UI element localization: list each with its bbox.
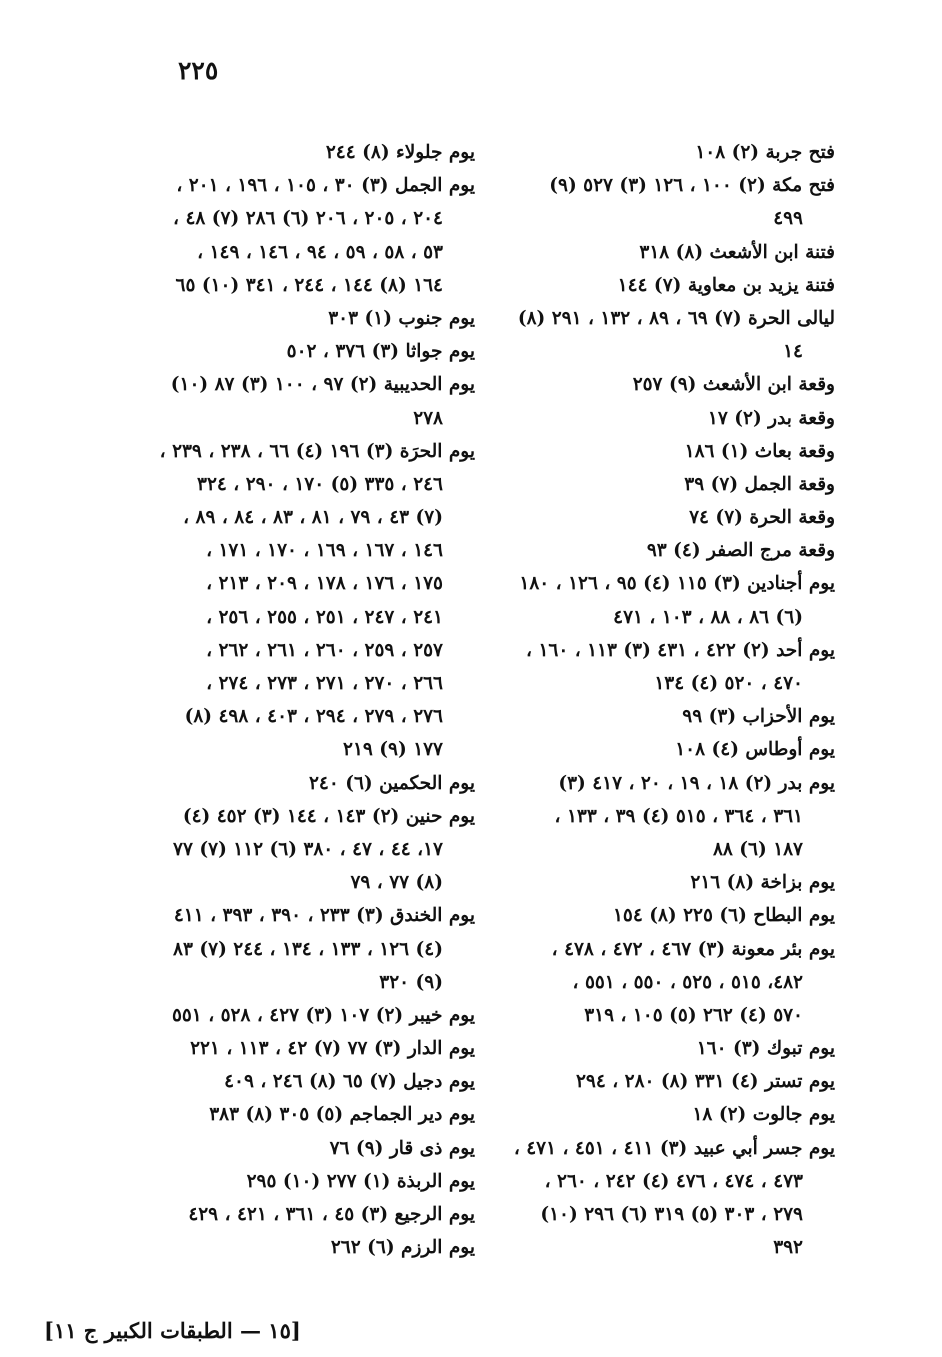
index-entry: يوم الربذة (١) ٢٧٧ (١٠) ٢٩٥ (246, 1170, 475, 1192)
index-entry: يوم تستر (٤) ٣٣١ (٨) ٢٨٠ ، ٢٩٤ (575, 1071, 835, 1093)
index-entry: يوم البطاح (٦) ٢٢٥ (٨) ١٥٤ (612, 905, 835, 927)
index-entry-continuation: ٢٧٦ ، ٢٧٩ ، ٢٩٤ ، ٤٠٣ ، ٤٩٨ (٨) (184, 706, 443, 728)
page-number: ٢٢٥ (178, 56, 219, 85)
index-entry: يوم دير الجماجم (٥) ٣٠٥ (٨) ٣٨٣ (209, 1104, 475, 1126)
index-entry: يوم جالوت (٢) ١٨ (692, 1104, 835, 1126)
index-entry: يوم دجيل (٧) ٦٥ (٨) ٢٤٦ ، ٤٠٩ (224, 1071, 475, 1093)
index-entry: يوم الرزم (٦) ٢٦٢ (330, 1237, 475, 1259)
index-entry: يوم الأحزاب (٣) ٩٩ (682, 706, 835, 728)
index-entry-continuation: ٢٧٩ ، ٣٠٣ (٥) ٣١٩ (٦) ٢٩٦ (١٠) (540, 1204, 803, 1225)
index-entry: وقعة مرج الصفر (٤) ٩٣ (646, 540, 835, 562)
index-entry-continuation: (٩) ٣٢٠ (379, 971, 443, 993)
index-entry-continuation: (٨) ٧٧ ، ٧٩ (350, 872, 443, 894)
index-entry-continuation: ٥٣ ، ٥٨ ، ٥٩ ، ٩٤ ، ١٤٦ ، ١٤٩ ، (197, 241, 443, 263)
index-entry-continuation: ١٧٥ ، ١٧٦ ، ١٧٨ ، ٢٠٩ ، ٢١٣ ، (206, 573, 443, 595)
index-entry: يوم الجمل (٣) ٣٠ ، ١٠٥ ، ١٩٦ ، ٢٠١ ، (176, 175, 475, 197)
index-entry-continuation: ٣٩٢ (773, 1237, 803, 1259)
index-entry: يوم جواثا (٣) ٣٧٦ ، ٥٠٢ (286, 341, 475, 363)
index-entry: يوم خيبر (٢) ١٠٧ (٣) ٤٢٧ ، ٥٢٨ ، ٥٥١ (171, 1004, 475, 1026)
index-entry-continuation: ٢٥٧ ، ٢٥٩ ، ٢٦٠ ، ٢٦١ ، ٢٦٢ ، (206, 639, 443, 661)
index-entry: يوم جلولاء (٨) ٢٤٤ (325, 142, 475, 163)
index-entry-continuation: ١٤٦ ، ١٦٧ ، ١٦٩ ، ١٧٠ ، ١٧١ ، (206, 540, 443, 562)
index-entry: وقعة بدر (٢) ١٧ (707, 407, 835, 429)
index-entry: يوم الحكمين (٦) ٢٤٠ (308, 772, 475, 794)
index-entry-continuation: ٥٧٠ (٤) ٢٦٢ (٥) ١٠٥ ، ٣١٩ (584, 1004, 803, 1026)
index-entry-continuation: ٤٩٩ (773, 208, 803, 230)
index-entry: يوم الرجيع (٣) ٤٥ ، ٣٦١ ، ٤٢١ ، ٤٢٩ (188, 1204, 475, 1225)
index-column-left (140, 136, 475, 1264)
index-entry-continuation: ١٤ (783, 341, 803, 363)
index-entry-continuation: ٤٧٠ ، ٥٢٠ (٤) ١٣٤ (654, 673, 803, 694)
index-entry: يوم تبوك (٣) ١٦٠ (696, 1038, 835, 1060)
index-entry-continuation: ٣٦١ ، ٣٦٤ ، ٥١٥ (٤) ٣٩ ، ١٣٣ ، (554, 805, 803, 827)
index-entry: يوم الدار (٣) ٧٧ (٧) ٤٢ ، ١١٣ ، ٢٢١ (190, 1038, 475, 1060)
index-entry: فتنة يزيد بن معاوية (٧) ١٤٤ (617, 274, 835, 296)
index-entry: وقعة بعاث (١) ١٨٦ (684, 440, 835, 462)
index-entry-continuation: ٢٧٨ (413, 407, 443, 429)
index-entry: وقعة الجمل (٧) ٣٩ (684, 473, 835, 495)
index-column-right (498, 136, 835, 1264)
index-entry: وقعة ابن الأشعث (٩) ٢٥٧ (632, 374, 835, 396)
index-entry: يوم الخندق (٣) ٢٣٣ ، ٣٩٠ ، ٣٩٣ ، ٤١١ (173, 905, 475, 927)
index-entry-continuation: ٤٧٣ ، ٤٧٤ ، ٤٧٦ (٤) ٢٤٢ ، ٢٦٠ ، (544, 1170, 803, 1192)
index-entry-continuation: (٧) ٤٣ ، ٧٩ ، ٨١ ، ٨٣ ، ٨٤ ، ٨٩ ، (183, 507, 443, 529)
index-entry-continuation: ٢٦٦ ، ٢٧٠ ، ٢٧١ ، ٢٧٣ ، ٢٧٤ ، (206, 673, 443, 694)
index-entry: يوم الحرَة (٣) ١٩٦ (٤) ٦٦ ، ٢٣٨ ، ٢٣٩ ، (159, 440, 475, 462)
index-entry-continuation: (٤) ١٢٦ ، ١٣٣ ، ١٣٤ ، ٢٤٤ (٧) ٨٣ (173, 938, 443, 960)
index-entry: يوم جنوب (١) ٣٠٣ (328, 307, 475, 329)
index-entry: يوم ذى قار (٩) ٧٦ (329, 1137, 475, 1159)
index-entry: فتنة ابن الأشعث (٨) ٣١٨ (639, 241, 835, 263)
index-entry-continuation: ٤٨٢، ٥١٥ ، ٥٢٥ ، ٥٥٠ ، ٥٥١ ، (572, 971, 803, 993)
footer-signature: [١٥ — الطبقات الكبير ج ١١] (44, 1318, 301, 1343)
index-entry: يوم أوطاس (٤) ١٠٨ (675, 739, 835, 761)
index-entry-continuation: ١٧، ٤٤ ، ٤٧ ، ٣٨٠ (٦) ١١٢ (٧) ٧٧ (173, 838, 443, 860)
index-entry-continuation: ٢٤١ ، ٢٤٧ ، ٢٥١ ، ٢٥٥ ، ٢٥٦ ، (206, 606, 443, 628)
index-entry: فتح جربة (٢) ١٠٨ (695, 142, 835, 163)
index-entry: ليالى الحرة (٧) ٦٩ ، ٨٩ ، ١٣٢ ، ٢٩١ (٨) (517, 307, 835, 329)
index-entry: يوم بزاخة (٨) ٢١٦ (690, 872, 835, 894)
index-entry: يوم بدر (٢) ١٨ ، ١٩ ، ٢٠ ، ٤١٧ (٣) (558, 772, 835, 794)
index-entry: فتح مكة (٢) ١٠٠ ، ١٢٦ (٣) ٥٢٧ (٩) (549, 175, 835, 197)
index-entry-continuation: (٦) ٨٦ ، ٨٨ ، ١٠٣ ، ٤٧١ (613, 606, 803, 628)
index-entry: يوم جسر أبي عبيد (٣) ٤١١ ، ٤٥١ ، ٤٧١ ، (513, 1137, 835, 1159)
index-entry: يوم أحد (٢) ٤٢٢ ، ٤٣١ (٣) ١١٣ ، ١٦٠ ، (526, 639, 835, 661)
index-entry: يوم بئر معونة (٣) ٤٦٧ ، ٤٧٢ ، ٤٧٨ ، (551, 938, 835, 960)
index-entry-continuation: ١٦٤ (٨) ١٤٤ ، ٢٤٤ ، ٣٤١ (١٠) ٦٥ (175, 274, 443, 296)
index-entry-continuation: ٢٤٦ ، ٣٣٥ (٥) ١٧٠ ، ٢٩٠ ، ٣٢٤ (197, 473, 443, 495)
index-entry: وقعة الحرة (٧) ٧٤ (689, 507, 835, 529)
index-entry: يوم الحديبية (٢) ٩٧ ، ١٠٠ (٣) ٨٧ (١٠) (170, 374, 475, 396)
index-entry-continuation: ١٨٧ (٦) ٨٨ (712, 838, 803, 860)
index-entry-continuation: ٢٠٤ ، ٢٠٥ ، ٢٠٦ (٦) ٢٨٦ (٧) ٤٨ ، (173, 208, 443, 230)
index-entry: يوم حنين (٢) ١٤٣ ، ١٤٤ (٣) ٤٥٢ (٤) (182, 805, 475, 827)
index-entry-continuation: ١٧٧ (٩) ٢١٩ (343, 739, 443, 761)
index-entry: يوم أجنادين (٣) ١١٥ (٤) ٩٥ ، ١٢٦ ، ١٨٠ (519, 573, 835, 595)
